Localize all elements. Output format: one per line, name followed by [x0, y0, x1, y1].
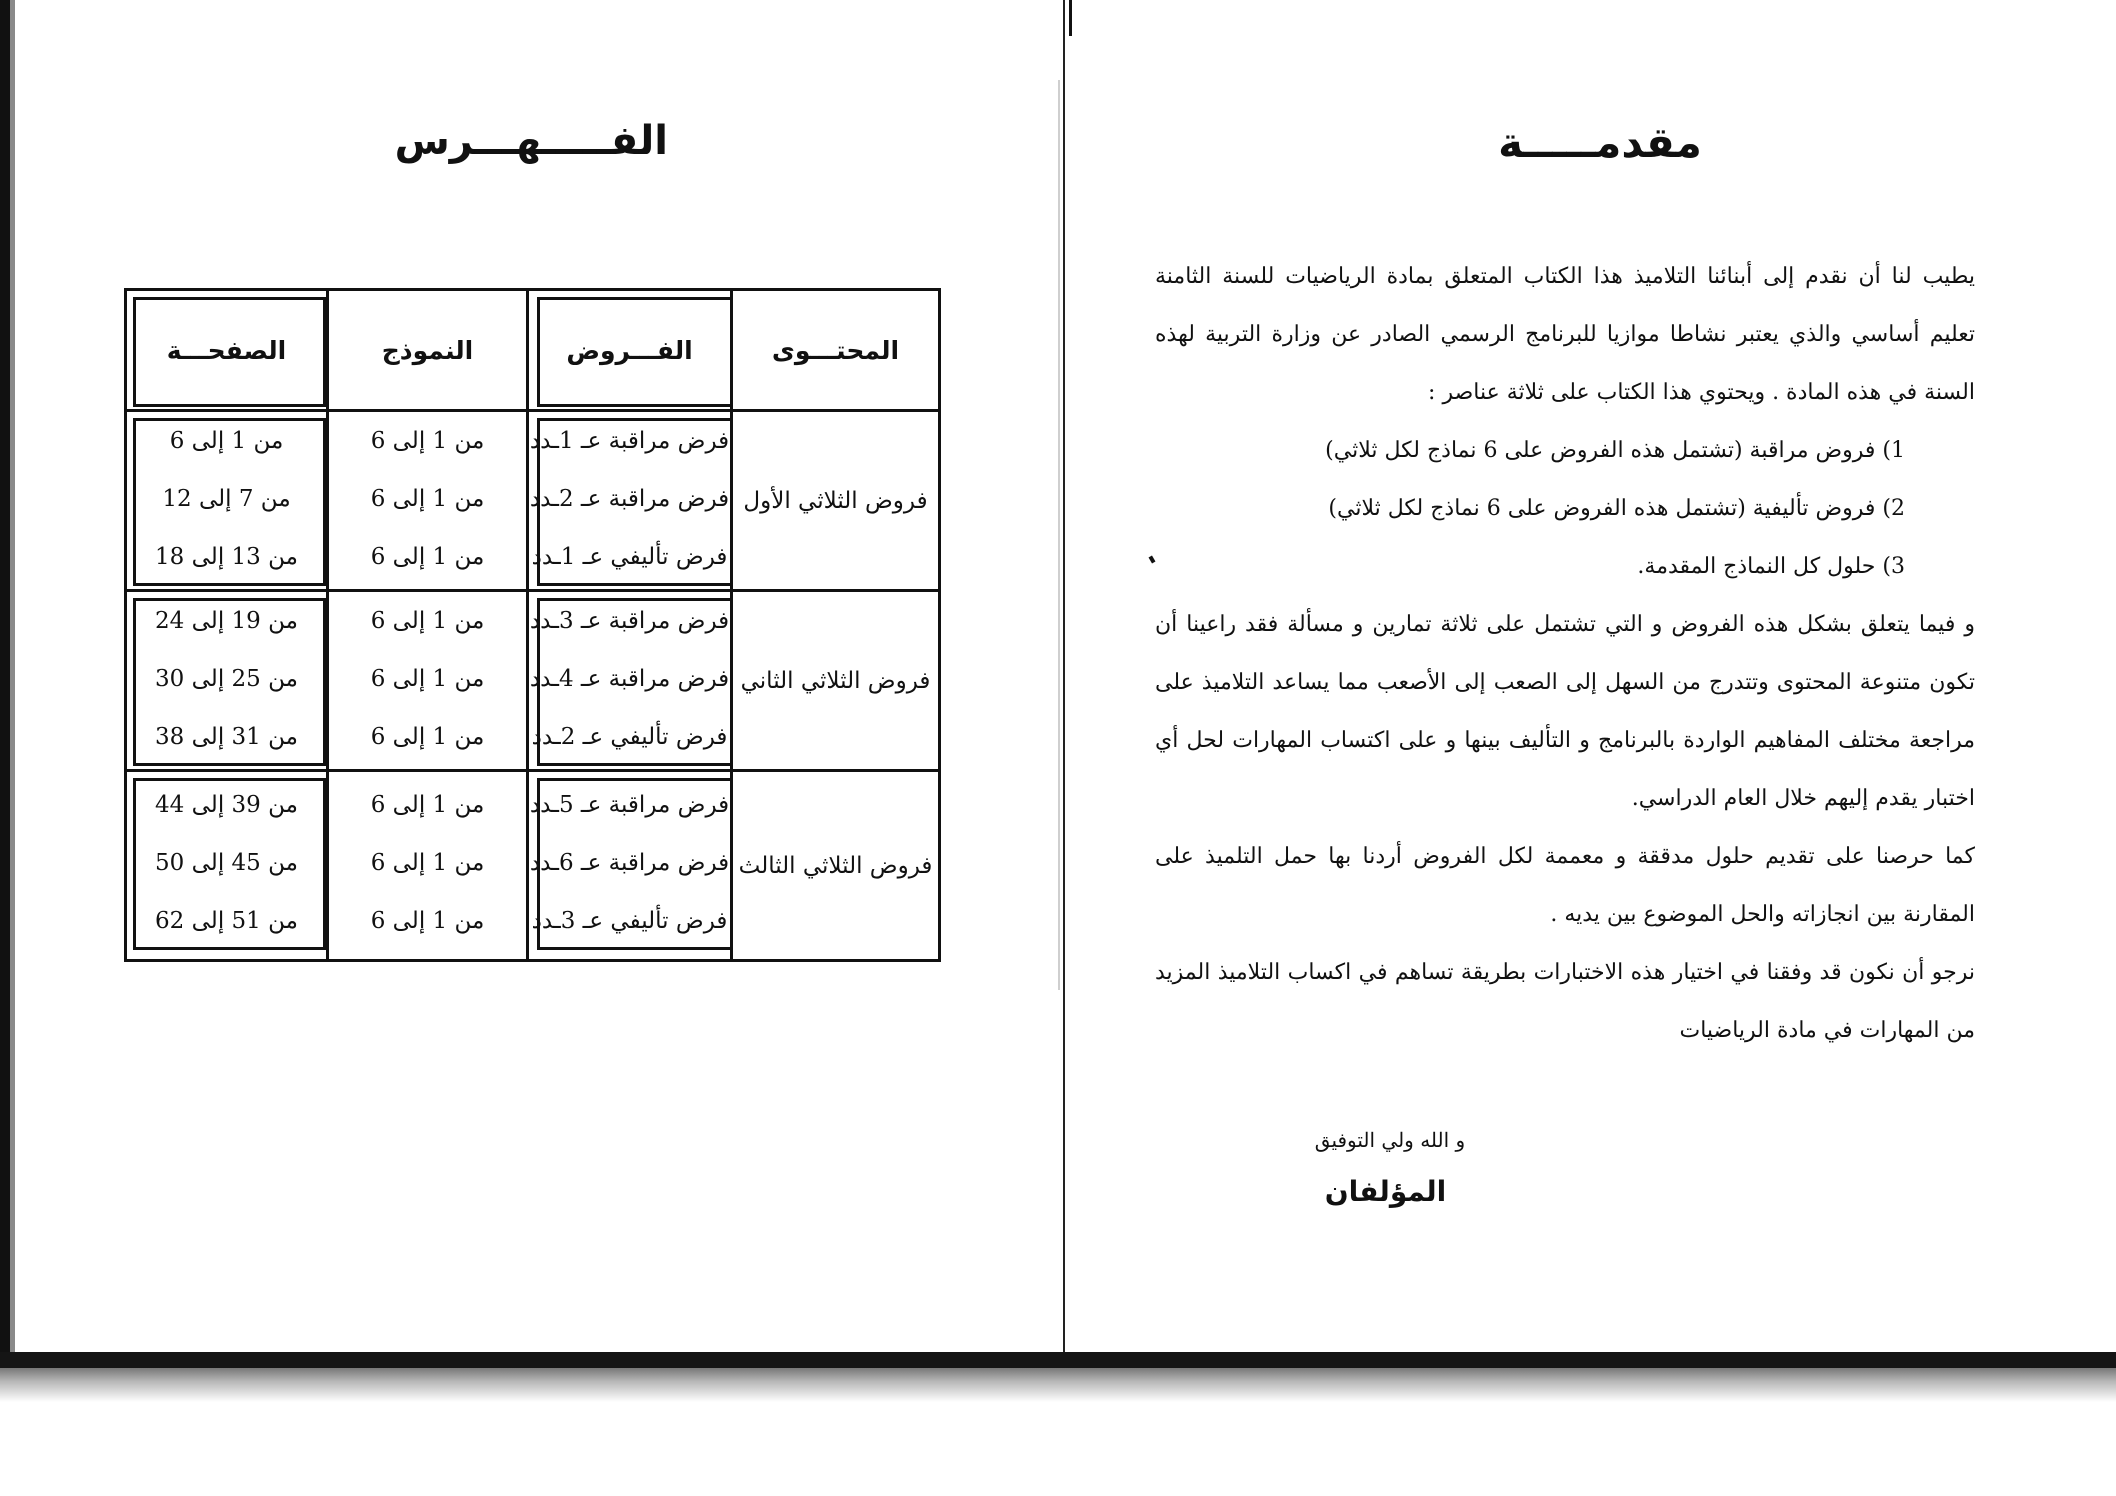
- table-group-term-3: [127, 772, 938, 959]
- page-column: [127, 772, 326, 959]
- page-column: [127, 592, 326, 769]
- model-cell: من 1 إلى 6: [370, 908, 485, 934]
- tests-column: [526, 412, 730, 589]
- test-cell: فرض مراقبة عـ 6ـدد: [529, 850, 730, 876]
- page-cell: من 19 إلى 24: [155, 608, 298, 634]
- model-cell: من 1 إلى 6: [370, 666, 485, 692]
- intro-paragraph-3: كما حرصنا على تقديم حلول مدققة و معممة لكل الفروض أردنا بها حمل التلميذ على المقارنة بين انجازاته والحل الموضوع بين يديه .: [1155, 844, 1975, 927]
- model-cell: من 1 إلى 6: [370, 608, 485, 634]
- header-page: الصفحـــة: [166, 335, 287, 365]
- group-title: فروض الثلاثي الثاني: [730, 592, 938, 769]
- page-cell: من 1 إلى 6: [169, 428, 284, 454]
- tests-column: [526, 772, 730, 959]
- intro-item-3: 3) حلول كل النماذج المقدمة.: [1637, 554, 1905, 579]
- model-column: [326, 412, 526, 589]
- page-cell: من 39 إلى 44: [155, 792, 298, 818]
- test-cell: فرض مراقبة عـ 4ـدد: [529, 666, 730, 692]
- model-cell: من 1 إلى 6: [370, 544, 485, 570]
- model-cell: من 1 إلى 6: [370, 792, 485, 818]
- model-cell: من 1 إلى 6: [370, 850, 485, 876]
- header-model: النموذج: [326, 291, 526, 409]
- table-group-term-2: [127, 592, 938, 772]
- page-column: [127, 412, 326, 589]
- intro-title: مقدمـــــة: [1498, 118, 1702, 167]
- intro-item-1: 1) فروض مراقبة (تشتمل هذه الفروض على 6 نماذج لكل ثلاثي): [1325, 438, 1905, 463]
- test-cell: فرض تأليفي عـ 1ـدد: [531, 544, 728, 570]
- intro-item-2: 2) فروض تأليفية (تشتمل هذه الفروض على 6 نماذج لكل ثلاثي): [1328, 496, 1905, 521]
- tests-column: [526, 592, 730, 769]
- test-cell: فرض تأليفي عـ 2ـدد: [531, 724, 728, 750]
- page-cell: من 51 إلى 62: [155, 908, 298, 934]
- intro-paragraph-1: يطيب لنا أن نقدم إلى أبنائنا التلاميذ هذا الكتاب المتعلق بمادة الرياضيات للسنة الثامنة تعليم أساسي والذي يعتبر نشاطا موازيا للبرنامج الرسمي الصادر عن وزارة التربية لهذه السنة في هذه المادة . ويحتوي هذا الكتاب على ثلاثة عناصر :: [1155, 264, 1975, 405]
- scan-bottom-shadow: [0, 1368, 2116, 1402]
- table-group-term-1: [127, 412, 938, 592]
- model-column: [326, 592, 526, 769]
- page-cell: من 25 إلى 30: [155, 666, 298, 692]
- model-cell: من 1 إلى 6: [370, 724, 485, 750]
- model-column: [326, 772, 526, 959]
- intro-paragraph-2: و فيما يتعلق بشكل هذه الفروض و التي تشتمل على ثلاثة تمارين و مسألة فقد راعينا أن تكون متنوعة المحتوى وتتدرج من السهل إلى الصعب إلى الأصعب مما يساعد التلاميذ على مراجعة مختلف المفاهيم الواردة بالبرنامج و التأليف بينها و على اكتساب المهارات لحل أي اختبار يقدم إليهم خلال العام الدراسي.: [1155, 612, 1975, 811]
- test-cell: فرض مراقبة عـ 2ـدد: [529, 486, 730, 512]
- authors-signature: المؤلفان: [1324, 1175, 1447, 1208]
- test-cell: فرض مراقبة عـ 5ـدد: [529, 792, 730, 818]
- model-cell: من 1 إلى 6: [370, 486, 485, 512]
- page-cell: من 31 إلى 38: [155, 724, 298, 750]
- page-cell: من 45 إلى 50: [155, 850, 298, 876]
- model-cell: من 1 إلى 6: [370, 428, 485, 454]
- test-cell: فرض مراقبة عـ 3ـدد: [529, 608, 730, 634]
- table-header-row: [127, 291, 938, 412]
- group-title: فروض الثلاثي الثالث: [730, 772, 938, 959]
- page-cell: من 13 إلى 18: [155, 544, 298, 570]
- header-tests: الفـــروض: [526, 291, 730, 409]
- intro-body: [1155, 248, 1975, 1060]
- index-table: [124, 288, 941, 962]
- header-content: المحتـــوى: [730, 291, 938, 409]
- page-cell: من 7 إلى 12: [162, 486, 291, 512]
- index-title: الفـــــهـــرس: [394, 118, 668, 164]
- test-cell: فرض مراقبة عـ 1ـدد: [529, 428, 730, 454]
- intro-paragraph-4: نرجو أن نكون قد وفقنا في اختيار هذه الاختبارات بطريقة تساهم في اكساب التلاميذ المزيد من المهارات في مادة الرياضيات: [1155, 960, 1975, 1043]
- closing-line: و الله ولي التوفيق: [1314, 1128, 1466, 1152]
- test-cell: فرض تأليفي عـ 3ـدد: [531, 908, 728, 934]
- group-title: فروض الثلاثي الأول: [730, 412, 938, 589]
